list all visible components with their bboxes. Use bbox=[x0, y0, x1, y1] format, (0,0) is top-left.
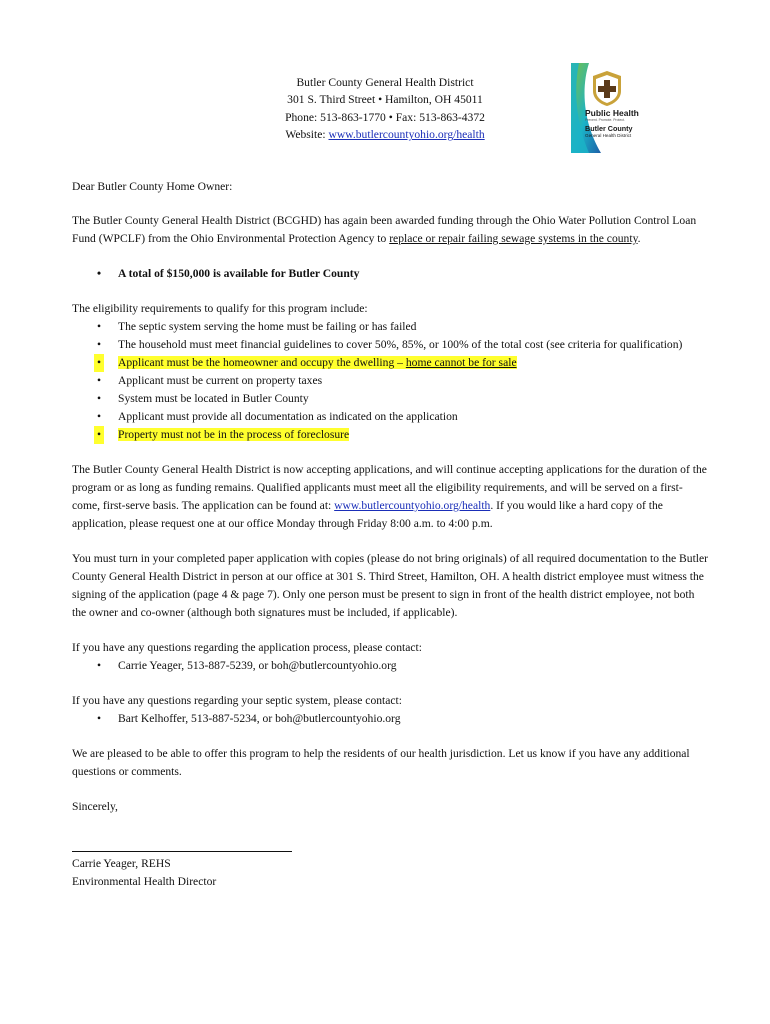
application-link[interactable]: www.butlercountyohio.org/health bbox=[334, 499, 491, 512]
org-name: Butler County General Health District bbox=[296, 76, 474, 89]
intro-underlined: replace or repair failing sewage systems in the county bbox=[389, 232, 638, 245]
bullet-icon: • bbox=[96, 410, 102, 423]
septic-contact-list bbox=[72, 710, 708, 728]
application-contact-list bbox=[72, 657, 708, 675]
intro-end: . bbox=[637, 232, 641, 245]
list-item: • Bart Kelhoffer, 513-887-5234, or boh@butlercountyohio.org bbox=[72, 710, 708, 728]
list-item: • System must be located in Butler County bbox=[72, 390, 708, 408]
sincerely: Sincerely, bbox=[72, 800, 118, 813]
eligibility-heading: The eligibility requirements to qualify for this program include: bbox=[72, 302, 368, 315]
list-item-highlighted: • Property must not be in the process of foreclosure bbox=[72, 426, 708, 444]
intro-text: The Butler County General Health District (BCGHD) has again been awarded funding through the Ohio Water Pollution Control Loan Fund (WPCLF) from the Ohio Environmental Protection Agency to bbox=[72, 214, 697, 245]
org-website bbox=[220, 126, 550, 143]
list-item: • Carrie Yeager, 513-887-5239, or boh@butlercountyohio.org bbox=[72, 657, 708, 675]
bullet-icon: • bbox=[96, 320, 102, 333]
letterhead bbox=[220, 74, 550, 144]
list-item-funding: • A total of $150,000 is available for Butler County bbox=[72, 265, 708, 283]
website-label: Website: bbox=[285, 128, 329, 142]
bullet-icon: • bbox=[96, 659, 102, 672]
funding-list bbox=[72, 265, 708, 283]
website-link[interactable]: www.butlercountyohio.org/health bbox=[328, 128, 485, 142]
logo-line-4: General Health District bbox=[585, 133, 632, 138]
bullet-icon: • bbox=[96, 267, 102, 280]
application-contact-heading: If you have any questions regarding the application process, please contact: bbox=[72, 641, 422, 654]
logo-line-3: Butler County bbox=[585, 124, 633, 133]
list-item: • Applicant must be current on property taxes bbox=[72, 372, 708, 390]
list-item: • The household must meet financial guidelines to cover 50%, 85%, or 100% of the total cost (see criteria for qualification) bbox=[72, 336, 708, 354]
intro-paragraph bbox=[72, 212, 708, 248]
salutation: Dear Butler County Home Owner: bbox=[72, 180, 233, 193]
list-item: • The septic system serving the home must be failing or has failed bbox=[72, 318, 708, 336]
bullet-icon: • bbox=[94, 426, 104, 444]
closing-paragraph: We are pleased to be able to offer this program to help the residents of our health jurisdiction. Let us know if you have any additional questions or comments. bbox=[72, 747, 690, 778]
signer-title: Environmental Health Director bbox=[72, 875, 217, 888]
logo-line-2: Prevent. Promote. Protect. bbox=[585, 118, 625, 122]
signer-name: Carrie Yeager, REHS bbox=[72, 857, 171, 870]
logo-line-1: Public Health bbox=[585, 108, 639, 118]
org-phone-fax: Phone: 513-863-1770 • Fax: 513-863-4372 bbox=[285, 110, 485, 124]
bullet-icon: • bbox=[96, 392, 102, 405]
eligibility-list bbox=[72, 318, 708, 444]
bullet-icon: • bbox=[96, 338, 102, 351]
septic-contact-heading: If you have any questions regarding your septic system, please contact: bbox=[72, 694, 403, 707]
letter-body bbox=[72, 178, 708, 891]
list-item: • Applicant must provide all documentation as indicated on the application bbox=[72, 408, 708, 426]
bullet-icon: • bbox=[96, 712, 102, 725]
bullet-icon: • bbox=[96, 374, 102, 387]
accepting-paragraph: The Butler County General Health District is now accepting applications, and will continue accepting applications for the duration of the program or as long as funding remains. Qualified applicants must meet all the eligibility requirements, and will be served on a first-come, first-serve basis. The application can be found at: www.butlercountyohio.org/health. If you would like a hard copy of the application, please request one at our office Monday through Friday 8:00 a.m. to 4:00 p.m. bbox=[72, 463, 707, 530]
signature-line bbox=[72, 851, 292, 852]
list-item-highlighted: • Applicant must be the homeowner and occupy the dwelling – home cannot be for sale bbox=[72, 354, 708, 372]
submission-paragraph: You must turn in your completed paper application with copies (please do not bring originals) of all required documentation to the Butler County General Health District in person at our office at 301 S. Third Street, Hamilton, OH. A health district employee must witness the signing of the application (page 4 & page 7). Only one person must be present to sign in front of the health district employee, not both the owner and co-owner (although both signatures must be included, if applicable). bbox=[72, 552, 709, 619]
public-health-logo bbox=[571, 63, 643, 153]
org-address: 301 S. Third Street • Hamilton, OH 45011 bbox=[287, 93, 483, 107]
bullet-icon: • bbox=[94, 354, 104, 372]
